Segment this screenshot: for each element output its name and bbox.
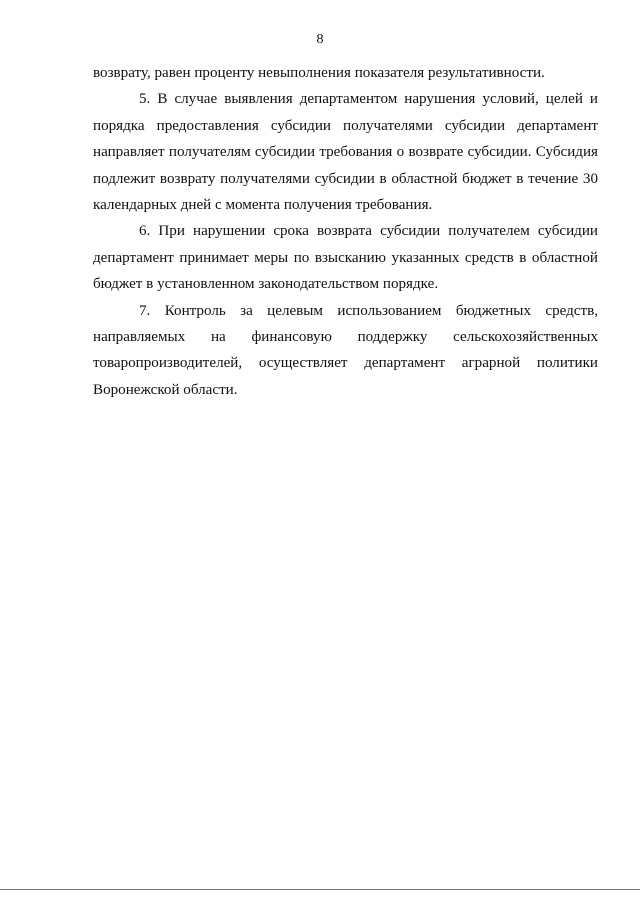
page-number: 8 [316,32,324,47]
document-body [93,60,598,403]
paragraph-item-6: 6. При нарушении срока возврата субсидии получателем субсидии департамент принимает меры по взысканию указанных средств в областной бюджет в установленном законодательством порядке. [93,223,598,293]
page-bottom-rule [0,889,640,890]
paragraph-item-7: 7. Контроль за целевым использованием бюджетных средств, направляемых на финансовую поддержку сельскохозяйственных товаропроизводителей, осуществляет департамент аграрной политики Воронежской области. [93,302,598,398]
paragraph-continuation: возврату, равен проценту невыполнения показателя результативности. [93,65,545,81]
paragraph-item-5: 5. В случае выявления департаментом нарушения условий, целей и порядка предоставления субсидии получателями субсидии департамент направляет получателям субсидии требования о возврате субсидии. Субсидия подлежит возврату получателями субсидии в областной бюджет в течение 30 календарных дней с момента получения требования. [93,91,598,214]
